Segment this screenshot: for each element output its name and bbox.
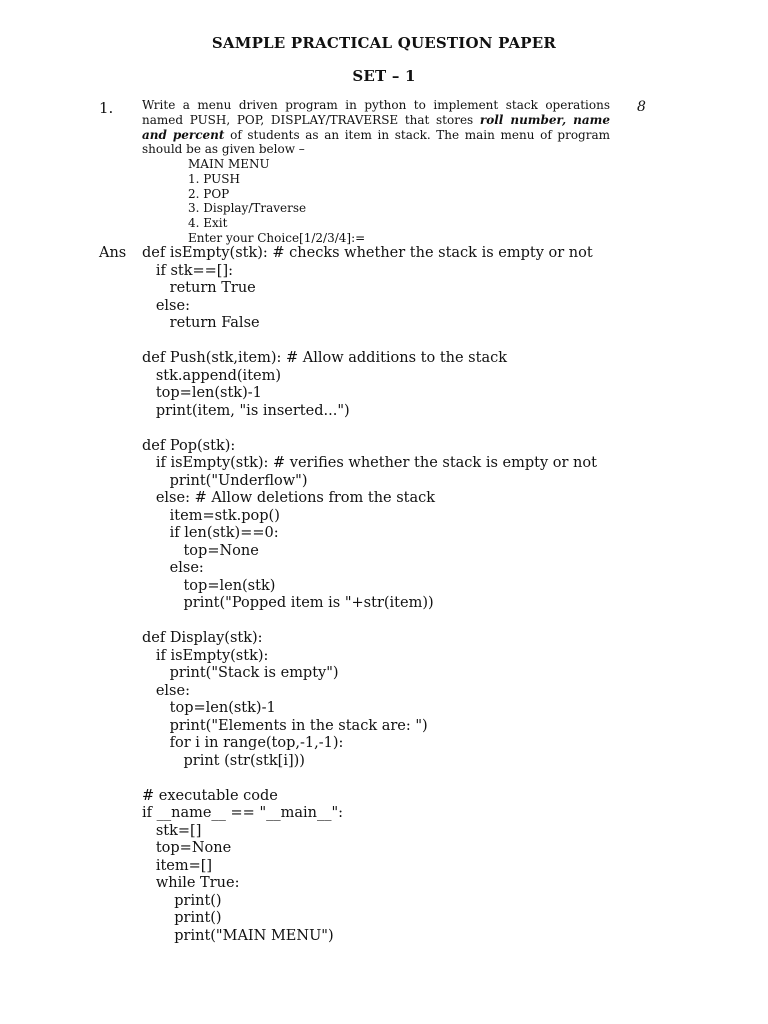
code-line: print(item, "is inserted...") bbox=[142, 402, 350, 419]
code-line: else: bbox=[142, 297, 190, 314]
code-line: def Display(stk): bbox=[142, 630, 263, 646]
code-line: return False bbox=[142, 315, 260, 331]
code-line: top=None bbox=[142, 542, 259, 559]
code-line: print() bbox=[142, 892, 222, 909]
question-marks: 8 bbox=[637, 99, 646, 115]
code-line: stk=[] bbox=[142, 822, 202, 839]
code-line: print("MAIN MENU") bbox=[142, 927, 334, 944]
code-line: print("Stack is empty") bbox=[142, 665, 339, 681]
code-line: print("Underflow") bbox=[142, 472, 308, 489]
code-line: if isEmpty(stk): # verifies whether the stack is empty or not bbox=[142, 455, 597, 471]
code-line: print (str(stk[i])) bbox=[142, 752, 305, 769]
code-line: # executable code bbox=[142, 787, 278, 804]
code-line bbox=[142, 613, 642, 631]
code-line: def Push(stk,item): # Allow additions to the stack bbox=[142, 350, 508, 366]
menu-line: 2. POP bbox=[188, 186, 230, 201]
code-line: def Pop(stk): bbox=[142, 437, 236, 454]
page-title: SAMPLE PRACTICAL QUESTION PAPER bbox=[211, 34, 557, 52]
main-menu-listing bbox=[188, 157, 365, 246]
code-line: while True: bbox=[142, 875, 240, 891]
menu-line: 3. Display/Traverse bbox=[188, 201, 307, 216]
code-line: print() bbox=[142, 910, 222, 926]
menu-line: Enter your Choice[1/2/3/4]:= bbox=[188, 230, 366, 245]
code-line: if len(stk)==0: bbox=[142, 525, 279, 541]
menu-line: 4. Exit bbox=[188, 216, 228, 231]
code-line: if __name__ == "__main__": bbox=[142, 805, 344, 821]
code-line bbox=[142, 420, 642, 438]
answer-code-block bbox=[142, 245, 642, 945]
code-line: top=len(stk)-1 bbox=[142, 700, 276, 716]
code-line: top=len(stk) bbox=[142, 577, 276, 594]
code-line: else: # Allow deletions from the stack bbox=[142, 490, 436, 506]
code-line: top=len(stk)-1 bbox=[142, 385, 262, 401]
code-line: top=None bbox=[142, 840, 232, 856]
code-line: print("Elements in the stack are: ") bbox=[142, 717, 428, 734]
menu-line: 1. PUSH bbox=[188, 171, 240, 186]
code-line: if isEmpty(stk): bbox=[142, 647, 269, 664]
code-line: def isEmpty(stk): # checks whether the stack is empty or not bbox=[142, 245, 593, 261]
code-line: item=stk.pop() bbox=[142, 507, 280, 524]
code-line bbox=[142, 770, 642, 788]
question-text-part-2: of students as an item in stack. The main menu of program should be as given below – bbox=[142, 127, 610, 157]
question-text-part-1: Write a menu driven program in python to implement stack operations named PUSH, POP, DISPLAY/TRAVERSE that stores bbox=[142, 98, 610, 127]
code-line: print("Popped item is "+str(item)) bbox=[142, 595, 434, 611]
code-line: return True bbox=[142, 280, 256, 296]
question-number: 1. bbox=[99, 99, 114, 117]
answer-label: Ans bbox=[99, 245, 127, 261]
menu-line: MAIN MENU bbox=[188, 157, 270, 171]
code-line bbox=[142, 333, 642, 351]
question-text-emphasis: roll number, name and percent bbox=[142, 112, 610, 142]
code-line: if stk==[]: bbox=[142, 262, 233, 279]
code-line: else: bbox=[142, 560, 204, 576]
question-text bbox=[142, 98, 610, 157]
code-line: for i in range(top,-1,-1): bbox=[142, 735, 344, 751]
set-title: SET – 1 bbox=[352, 67, 416, 85]
code-line: item=[] bbox=[142, 857, 213, 874]
code-line: else: bbox=[142, 682, 190, 699]
code-line: stk.append(item) bbox=[142, 367, 282, 384]
